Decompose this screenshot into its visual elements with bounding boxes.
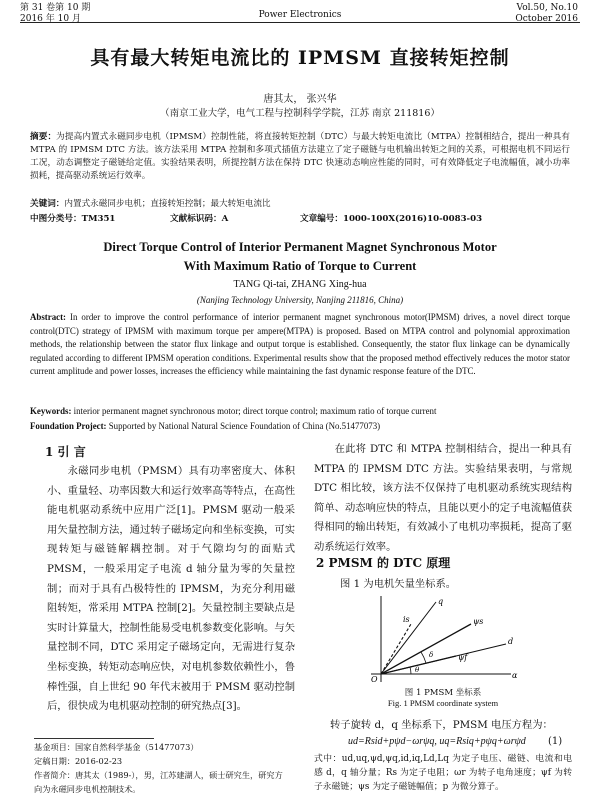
equation-number: (1) — [548, 736, 563, 747]
foundation-en-text: Supported by National Natural Science Foundation of China (No.51477073) — [106, 421, 381, 431]
right-intro: 在此将 DTC 和 MTPA 控制相结合，提出一种具有 MTPA 的 IPMSM DTC 方法。实验结果表明，与常规 DTC 相比较，该方法不仅保持了电机驱动系统实现结构简单、动态响应快的特点，且能以更小的定子电流幅值获得相同的输出转矩，有效减小了电机功率损耗，提高了驱动系统运行效率。 — [314, 443, 572, 553]
label-d: d — [508, 637, 514, 646]
section1-heading: 1 引 言 — [45, 445, 86, 459]
authors-cn: 唐其太， 张兴华 — [263, 94, 337, 105]
theta-arc — [410, 667, 411, 674]
label-alpha: α — [512, 671, 518, 680]
section2-text: 图 1 为电机矢量坐标系。 — [340, 578, 457, 590]
keywords-cn-label: 关键词： — [30, 199, 65, 209]
label-delta: δ — [429, 651, 434, 659]
abstract-cn — [30, 131, 570, 183]
issue-date: 2016 年 10 月 — [20, 14, 81, 24]
label-is: is — [403, 615, 410, 624]
section2-heading: 2 PMSM 的 DTC 原理 — [316, 556, 451, 570]
page-title-en-line1: Direct Torque Control of Interior Permanent Magnet Synchronous Motor — [103, 240, 497, 254]
delta-arc — [421, 652, 426, 663]
footnotes — [34, 740, 286, 796]
clc-number: 中图分类号：TM351 — [30, 214, 116, 224]
journal-name: Power Electronics — [258, 10, 342, 20]
authors-en: TANG Qi-tai, ZHANG Xing-hua — [233, 279, 367, 290]
affiliation-en: (Nanjing Technology University, Nanjing 211816, China) — [196, 295, 404, 305]
label-psi-f: ψf — [458, 653, 468, 662]
pmsm-coordinate-figure — [341, 594, 541, 684]
footnote-rule — [34, 738, 154, 739]
label-o: O — [371, 675, 378, 684]
label-theta: θ — [415, 666, 420, 674]
volume-date: October 2016 — [515, 14, 578, 24]
page-title-en-line2: With Maximum Ratio of Torque to Current — [183, 259, 417, 273]
affiliation-cn: （南京工业大学，电气工程与控制科学学院，江苏 南京 211816） — [160, 108, 440, 119]
keywords-cn-text: 内置式永磁同步电机；直接转矩控制；最大转矩电流比 — [64, 199, 271, 209]
label-psi-s: ψs — [473, 617, 484, 626]
abstract-cn-label: 摘要： — [30, 132, 57, 142]
equation-1: ud=Rsid+pψd−ωrψq, uq=Rsiq+pψq+ωrψd — [348, 736, 526, 747]
page-title-cn: 具有最大转矩电流比的 IPMSM 直接转矩控制 — [90, 47, 510, 69]
footnote-fund: 基金项目：国家自然科学基金（51477073） — [34, 742, 199, 752]
abstract-cn-text: 为提高内置式永磁同步电机（IPMSM）控制性能，将直接转矩控制（DTC）与最大转矩电流比（MTPA）控制相结合，提出一种具有 MTPA 的 IPMSM DTC 方法。该方法采用 MTPA 控制和多项式插值方法建立了定子磁链与电机输出转矩之间的关系，可根据电机不同运行工况，动态调整定子磁链给定值。实验结果表明，所提控制方法在保持 DTC 快速动态响应性能的同时，可有效降低定子电流幅值，减小功率损耗，提高驱动系统运行效率。 — [30, 132, 570, 181]
footnote-date: 定稿日期：2016-02-23 — [34, 756, 123, 766]
section1-text: 永磁同步电机（PMSM）具有功率密度大、体积小、重量轻、功率因数大和运行效率高等特点，在高性能电机驱动系统中应用广泛[1]。PMSM 驱动一般采用矢量控制方法，通过转子磁场定向和坐标变换，可实现转矩与磁链解耦控制。对于气隙均匀的面贴式 PMSM，一般采用定子电流 d 轴分量为零的矢量控制；而对于具有凸极特性的 IPMSM，为充分利用磁阻转矩，常采用 MTPA 控制[2]。矢量控制主要缺点是实时计算量大，控制性能易受电机参数变化影响。与矢量控制不同，DTC 采用定子磁场定向，无需进行复杂坐标变换，转矩动态响应快，对电机参数依赖性小，鲁棒性强，自上世纪 90 年代末被用于 PMSM 驱动控制后，很快成为电机驱动控制的研究热点[3]。 — [47, 465, 295, 713]
volume-label: Vol.50, No.10 — [516, 3, 578, 13]
foundation-en — [30, 420, 570, 433]
equation-description: 式中：ud,uq,ψd,ψq,id,iq,Ld,Lq 为定子电压、磁链、电流和电感 d，q 轴分量；Rs 为定子电阻；ωr 为转子电角速度；ψf 为转子永磁链；ψs 为定子磁链幅值；p 为微分算子。 — [314, 754, 572, 792]
header-rule — [20, 22, 580, 23]
psi-s-vector — [381, 624, 471, 674]
abstract-en — [30, 311, 570, 379]
article-number: 文章编号：1000-100X(2016)10-0083-03 — [300, 214, 483, 224]
figure-caption-cn: 图 1 PMSM 坐标系 — [404, 688, 482, 698]
keywords-cn — [30, 198, 570, 211]
figure-caption-en: Fig. 1 PMSM coordinate system — [387, 698, 499, 708]
abstract-en-label: Abstract: — [30, 312, 66, 322]
abstract-en-text: In order to improve the control performance of interior permanent magnet synchronous motor(IPMSM) drives, a novel direct torque control(DTC) strategy of IPMSM with maximum torque per ampere(MTPA) is proposed. Based on MTPA control and polynomial approximation methods, the relationship between the stator flux linkage and output torque is established. Consequently, the stator flux linkage can be dynamically regulated according to different IPMSM operation conditions. Experimental results show that the proposed method effectively reduces the motor stator current amplitude and power losses, increases the efficiency while maintaining the fast dynamic response feature of the DTC. — [30, 312, 570, 377]
keywords-en-text: interior permanent magnet synchronous motor; direct torque control; maximum ratio of torque current — [71, 406, 437, 416]
keywords-en-label: Keywords: — [30, 406, 72, 416]
issue-label: 第 31 卷第 10 期 — [20, 3, 91, 13]
doc-code: 文献标识码：A — [170, 214, 229, 224]
label-q: q — [438, 597, 444, 606]
keywords-en — [30, 405, 570, 418]
foundation-en-label: Foundation Project: — [30, 421, 107, 431]
equation-intro: 转子旋转 d，q 坐标系下，PMSM 电压方程为： — [330, 719, 553, 731]
is-vector — [381, 624, 411, 674]
footnote-bio: 作者简介：唐其太（1989-），男，江苏建湖人，硕士研究生，研究方向为永磁同步电机控制技术。 — [34, 770, 283, 794]
